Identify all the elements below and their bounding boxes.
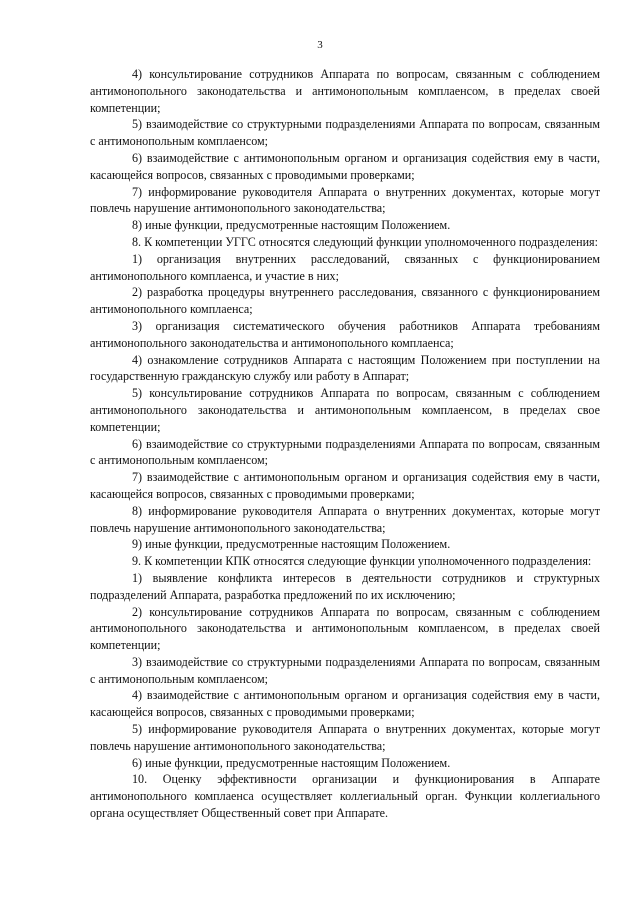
section-9-heading: 9. К компетенции КПК относятся следующие функции уполномоченного подразделения: [132, 554, 592, 569]
paragraph: 5) информирование руководителя Аппарата о внутренних документах, которые могут повлечь нарушение антимонопольного законодательства; [90, 722, 600, 753]
paragraph: 3) взаимодействие со структурными подразделениями Аппарата по вопросам, связанным с антимонопольным комплаенсом; [90, 654, 600, 686]
paragraph: 4) взаимодействие с антимонопольным органом и организация содействия ему в части, касающейся вопросов, связанных с проводимыми проверками; [90, 688, 600, 720]
paragraph: 6) взаимодействие с антимонопольным органом и организация содействия ему в части, касающейся вопросов, связанных с проводимыми проверками; [90, 150, 600, 182]
paragraph: 4) ознакомление сотрудников Аппарата с настоящим Положением при поступлении на государственную гражданскую службу или работу в Аппарат; [90, 352, 600, 384]
paragraph: 2) разработка процедуры внутреннего расследования, связанного с функционированием антимонопольного комплаенса; [90, 285, 600, 317]
paragraph: 3) организация систематического обучения работников Аппарата требованиям антимонопольного законодательства и антимонопольного комплаенса; [90, 318, 600, 350]
paragraph: 6) взаимодействие со структурными подразделениями Аппарата по вопросам, связанным с антимонопольным комплаенсом; [90, 436, 600, 468]
document-body [90, 66, 600, 822]
paragraph: 7) информирование руководителя Аппарата о внутренних документах, которые могут повлечь нарушение антимонопольного законодательства; [90, 184, 600, 216]
paragraph: 5) консультирование сотрудников Аппарата по вопросам, связанным с соблюдением антимонопольного законодательства и антимонопольным комплаенсом, в пределах свое компетенции; [90, 386, 600, 434]
paragraph: 4) консультирование сотрудников Аппарата по вопросам, связанным с соблюдением антимонопольного законодательства и антимонопольным комплаенсом, в пределах своей компетенции; [90, 67, 600, 115]
paragraph: 6) иные функции, предусмотренные настоящим Положением. [132, 755, 451, 770]
page-number: 3 [317, 39, 323, 51]
paragraph: 5) взаимодействие со структурными подразделениями Аппарата по вопросам, связанным с антимонопольным комплаенсом; [90, 117, 600, 149]
paragraph: 1) организация внутренних расследований, связанных с функционированием антимонопольного комплаенса, и участие в них; [90, 251, 600, 283]
section-8-heading: 8. К компетенции УГГС относятся следующий функции уполномоченного подразделения: [132, 234, 598, 249]
section-10-paragraph: 10. Оценку эффективности организации и функционирования в Аппарате антимонопольного комплаенса осуществляет коллегиальный орган. Функции коллегиального органа осуществляет Общественный совет при Аппарате. [90, 772, 600, 821]
paragraph: 9) иные функции, предусмотренные настоящим Положением. [132, 537, 451, 552]
paragraph: 2) консультирование сотрудников Аппарата по вопросам, связанным с соблюдением антимонопольного законодательства и антимонопольным комплаенсом, в пределах своей компетенции; [90, 604, 600, 653]
paragraph: 8) иные функции, предусмотренные настоящим Положением. [132, 218, 451, 233]
paragraph: 8) информирование руководителя Аппарата о внутренних документах, которые могут повлечь нарушение антимонопольного законодательства; [90, 503, 600, 535]
paragraph: 1) выявление конфликта интересов в деятельности сотрудников и структурных подразделений Аппарата, разработка предложений по их исключению; [90, 570, 600, 602]
paragraph: 7) взаимодействие с антимонопольным органом и организация содействия ему в части, касающейся вопросов, связанных с проводимыми проверками; [90, 470, 600, 501]
